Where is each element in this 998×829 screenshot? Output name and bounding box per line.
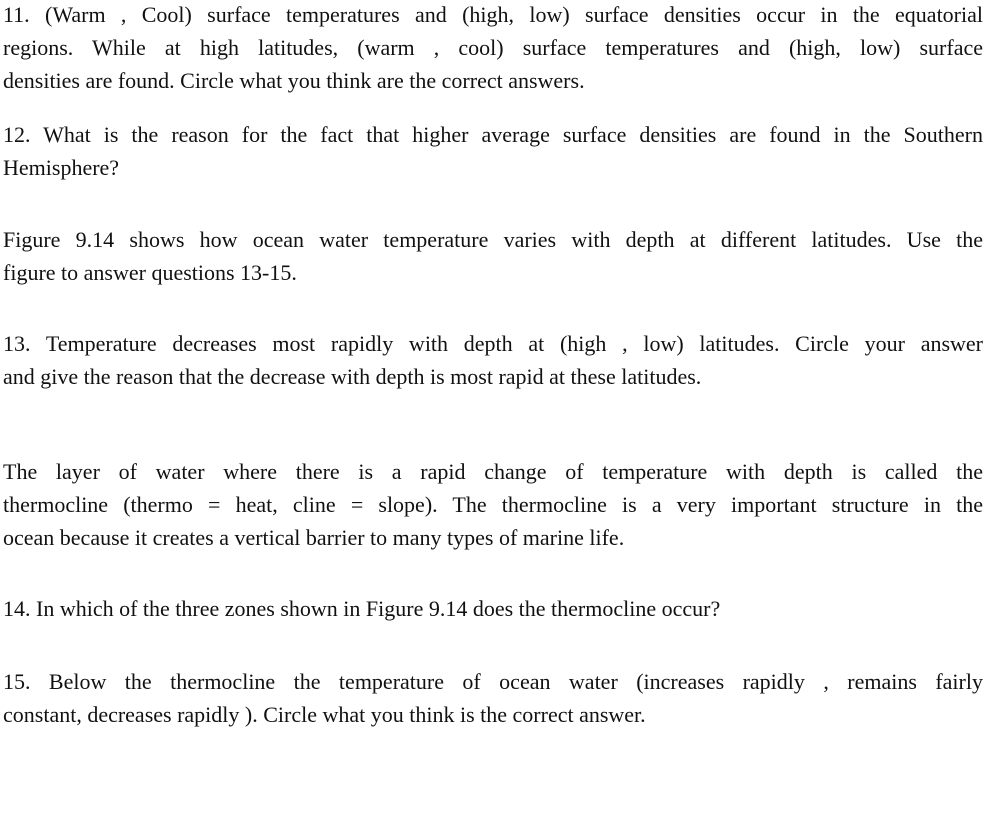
thermocline-info-line-2: thermocline (thermo = heat, cline = slope). The thermocline is a very important structure in the bbox=[3, 492, 983, 517]
question-13-line-1: 13. Temperature decreases most rapidly with depth at (high , low) latitudes. Circle your answer bbox=[3, 331, 983, 356]
figure-intro-line-2: figure to answer questions 13-15. bbox=[3, 260, 297, 285]
thermocline-info-line-1: The layer of water where there is a rapid change of temperature with depth is called the bbox=[3, 459, 983, 484]
question-12-line-2: Hemisphere? bbox=[3, 155, 120, 180]
question-11-line-1: 11. (Warm , Cool) surface temperatures and (high, low) surface densities occur in the equatorial bbox=[3, 2, 983, 27]
question-15 bbox=[3, 665, 983, 731]
question-14-line-1: 14. In which of the three zones shown in Figure 9.14 does the thermocline occur? bbox=[3, 596, 721, 621]
question-13-line-2: and give the reason that the decrease with depth is most rapid at these latitudes. bbox=[3, 364, 702, 389]
question-12-line-1: 12. What is the reason for the fact that higher average surface densities are found in the Southern bbox=[3, 122, 983, 147]
question-12 bbox=[3, 118, 983, 184]
question-11 bbox=[3, 0, 983, 97]
question-14 bbox=[3, 592, 983, 625]
question-11-line-2: regions. While at high latitudes, (warm , cool) surface temperatures and (high, low) surface bbox=[3, 35, 983, 60]
question-11-line-3: densities are found. Circle what you think are the correct answers. bbox=[3, 68, 585, 93]
thermocline-info bbox=[3, 455, 983, 554]
question-13 bbox=[3, 327, 983, 393]
question-15-line-1: 15. Below the thermocline the temperature of ocean water (increases rapidly , remains fairly bbox=[3, 669, 983, 694]
figure-intro-line-1: Figure 9.14 shows how ocean water temperature varies with depth at different latitudes. Use the bbox=[3, 227, 983, 252]
question-15-line-2: constant, decreases rapidly ). Circle what you think is the correct answer. bbox=[3, 702, 646, 727]
figure-intro bbox=[3, 223, 983, 289]
thermocline-info-line-3: ocean because it creates a vertical barrier to many types of marine life. bbox=[3, 525, 625, 550]
